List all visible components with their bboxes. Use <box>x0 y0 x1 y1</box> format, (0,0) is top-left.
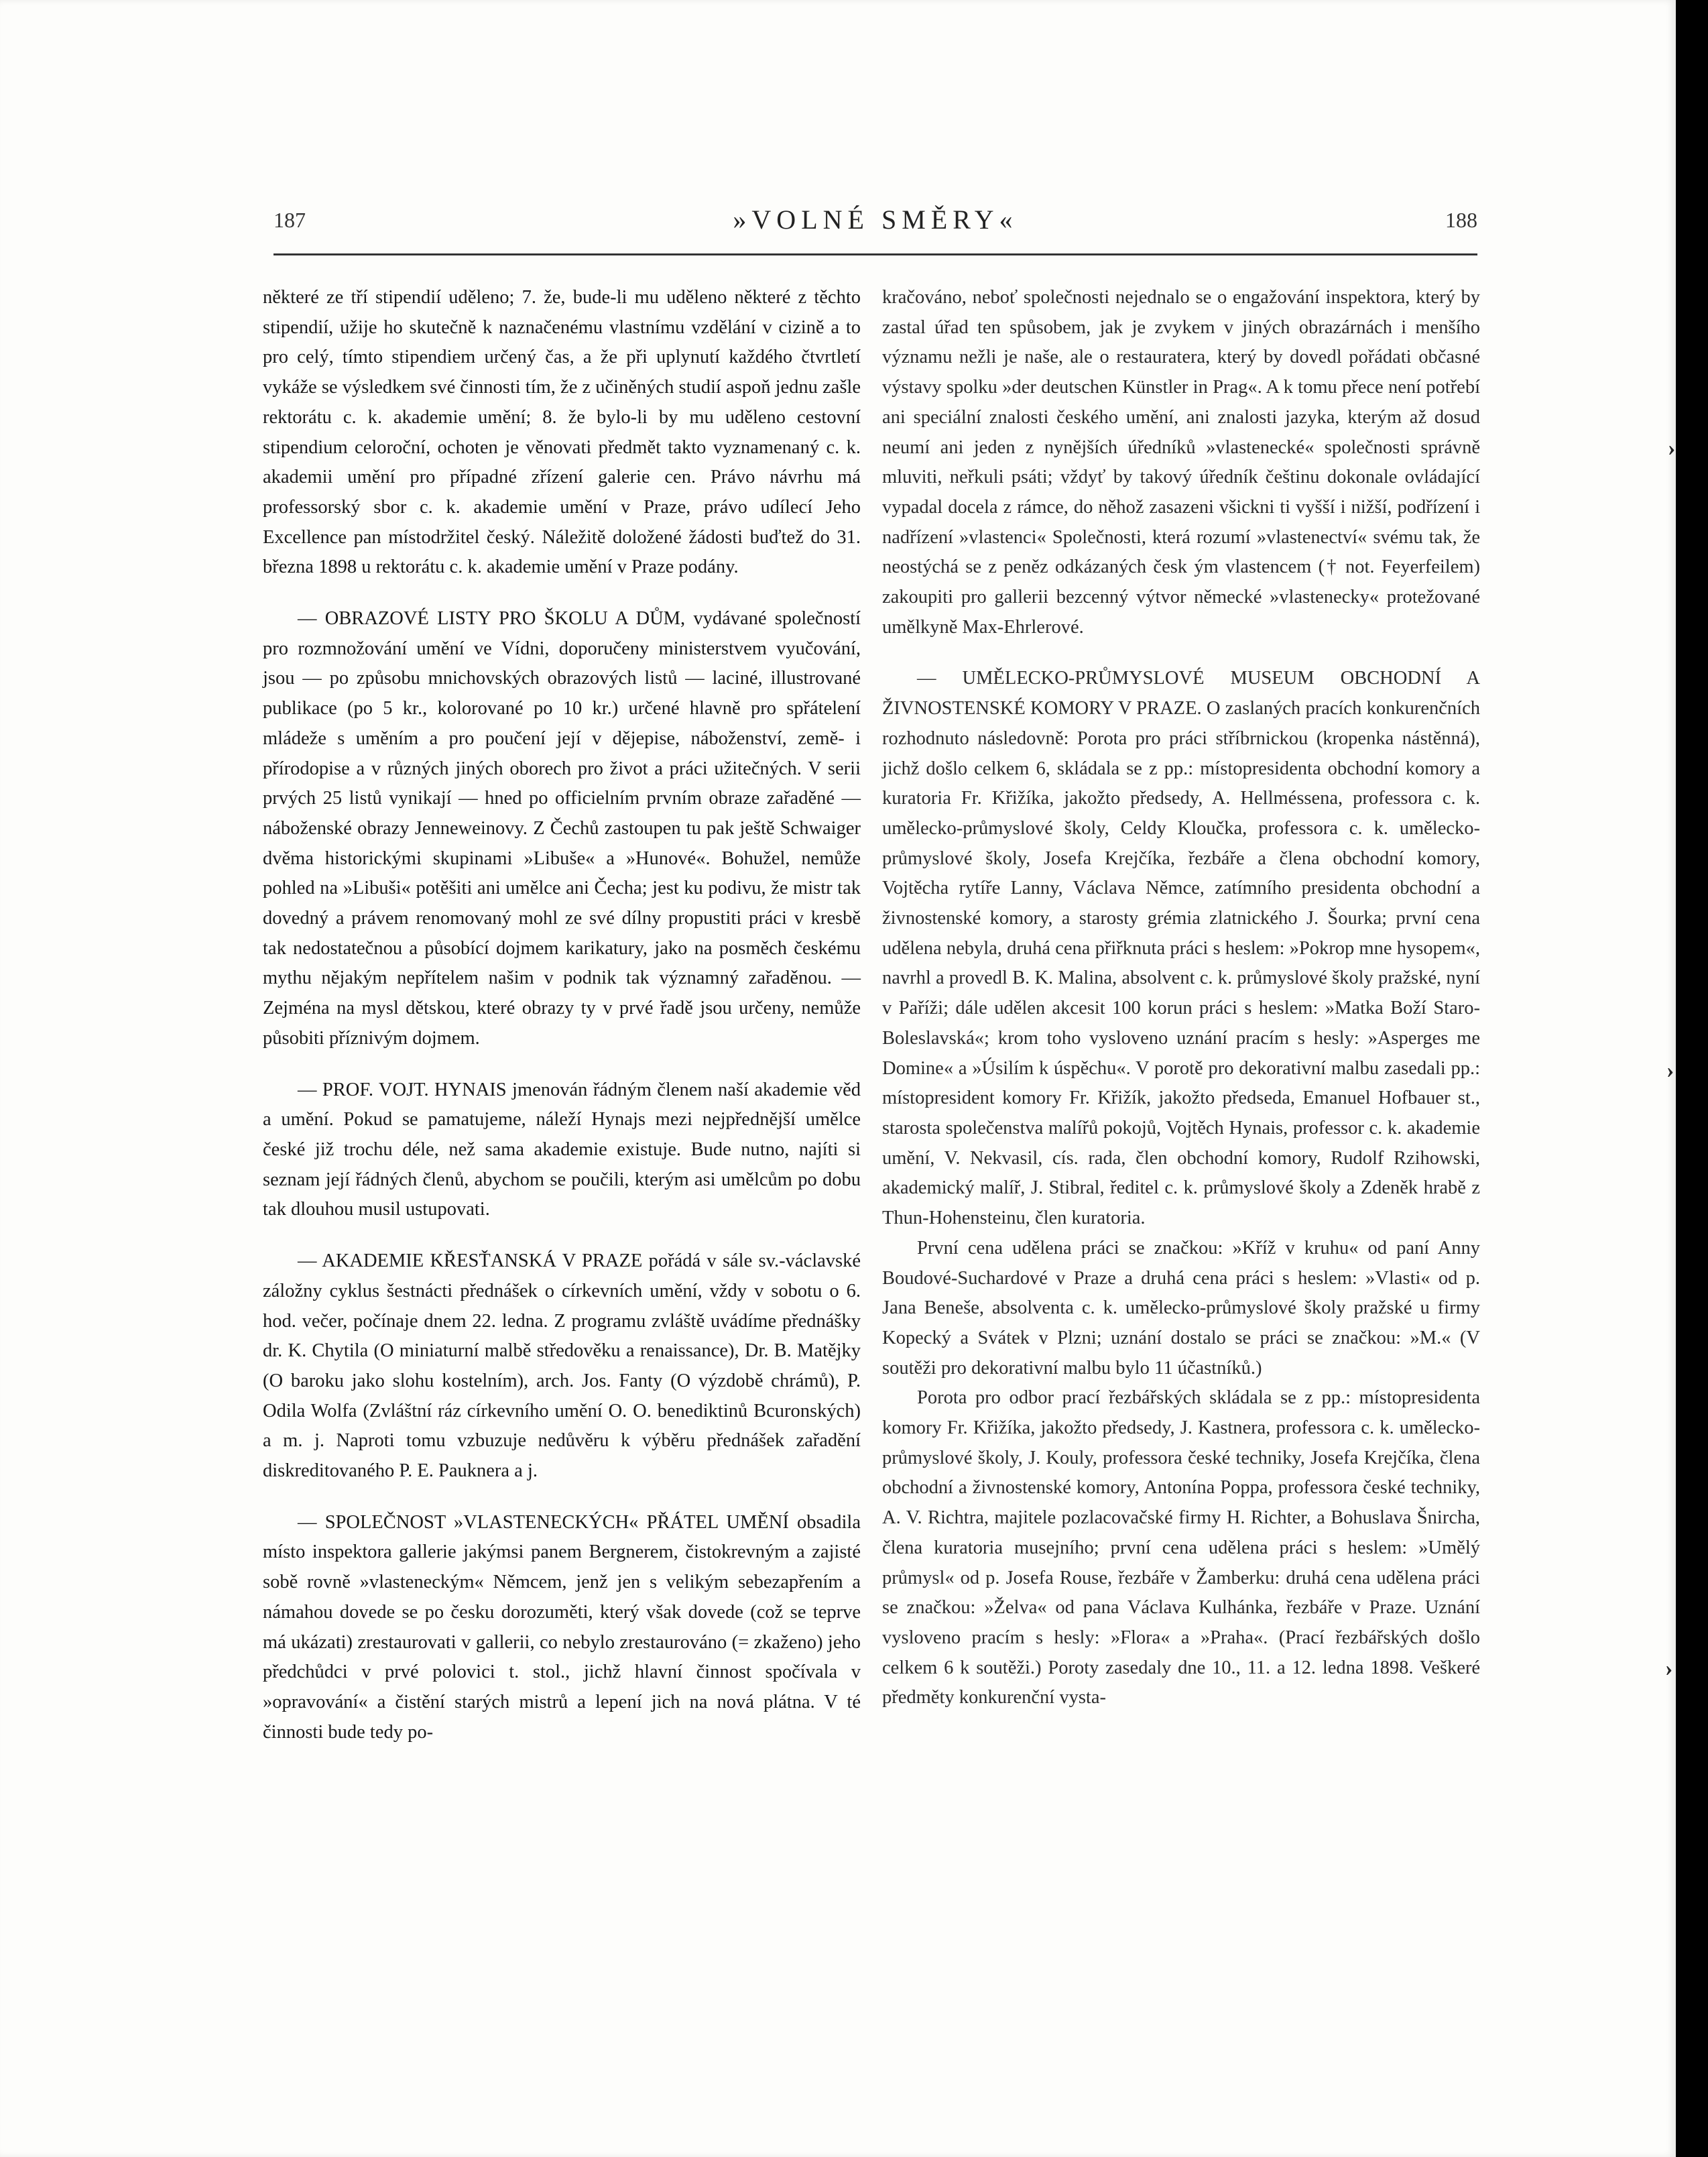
margin-mark: › <box>1665 1656 1673 1681</box>
paragraph-stipendia: některé ze tří stipendií uděleno; 7. že, bude-li mu uděleno některé z těchto stipendií, užije ho skutečně k naznačenému vlastnímu vzdělání v cizině a to pro celý, tímto stipendiem určený čas, a že při uplynutí každého čtvrtletí vykáže se výsledkem své činnosti tím, že z učiněných studií aspoň jednu zašle rektorátu c. k. akademie umění; 8. že bylo-li by mu uděleno cestovní stipendium celoroční, ochoten je věnovati předmět takto vyznamenaný c. k. akademii umění pro případné zřízení galerie cen. Právo návrhu má professorský sbor c. k. akademie umění v Praze, právo udílecí Jeho Excellence pan místodržitel český. Náležitě doložené žádosti buďtež do 31. března 1898 u rektorátu c. k. akademie umění v Praze podány. <box>263 287 861 578</box>
paragraph-hynais: — PROF. VOJT. HYNAIS jmenován řádným členem naší akademie věd a umění. Pokud se pamatujeme, náleží Hynajs mezi nejpřednější umělce české již trochu déle, než sama akademie existuje. Bude nutno, najíti si seznam její řádných členů, abychom se poučili, kterým asi umělcům po dobu tak dlouhou musil ustupovati. <box>263 1079 861 1220</box>
paragraph-akademie-krestanska: — AKADEMIE KŘESŤANSKÁ V PRAZE pořádá v sále sv.-václavské záložny cyklus šestnácti přednášek o církevních umění, vždy v sobotu o 6. hod. večer, počínaje dnem 22. ledna. Z programu zvláště uvádíme přednášky dr. K. Chytila (O miniaturní malbě středověku a renaissance), Dr. B. Matějky (O baroku jako slohu kostelním), arch. Jos. Fanty (O výzdobě chrámů), P. Odila Wolfa (Zvláštní ráz církevního umění O. O. benediktinů Bcuronských) a m. j. Naproti tomu vzbuzuje nedůvěru k výběru přednášek zařadění diskreditovaného P. E. Pauknera a j. <box>263 1250 861 1482</box>
paragraph-prvni-cena: První cena udělena práci se značkou: »Kříž v kruhu« od paní Anny Boudové-Suchardové v Praze a druhá cena práci s heslem: »Vlasti« od p. Jana Beneše, absolventa c. k. umělecko-průmyslové školy pražské u firmy Kopecký a Svátek v Plzni; uznání dostalo se práci se značkou: »M.« (V soutěži pro dekorativní malbu bylo 11 účastníků.) <box>882 1237 1480 1379</box>
paragraph-obrazove-listy: — OBRAZOVÉ LISTY PRO ŠKOLU A DŮM, vydávané společností pro rozmnožování umění ve Vídni, doporučeny ministerstvem vyučování, jsou — po způsobu mnichovských obrazových listů — laciné, illustrované publikace (po 5 kr., kolorované po 10 kr.) určené hlavně pro spřátelení mládeže s uměním a pro poučení její v dějepise, náboženství, země- i přírodopise a v různých jiných oborech pro život a práci užitečných. V serii prvých 25 listů vynikají — hned po officielním prvním obraze zařaděné — náboženské obrazy Jenneweinovy. Z Čechů zastoupen tu pak ještě Schwaiger dvěma historickými skupinami »Libuše« a »Hunové«. Bohužel, nemůže pohled na »Libuši« potěšiti ani umělce ani Čecha; jest ku podivu, že mistr tak dovedný a právem renomovaný mohl ze své dílny propustiti práci v kresbě tak nedostatečnou a působící dojmem karikatury, jako na posměch českému mythu nějakým nepřítelem našim v podnik tak významný zařaděnou. — Zejména na mysl dětskou, které obrazy ty v prvé řadě jsou určeny, nemůže působiti příznivým dojmem. <box>263 608 861 1049</box>
page-header <box>273 194 1477 255</box>
page-number-right: 188 <box>1445 208 1477 232</box>
left-column <box>263 283 861 1747</box>
margin-mark: › <box>1668 436 1676 461</box>
header-rule <box>273 253 1477 255</box>
paragraph-umelecko-prumyslove-museum: — UMĚLECKO-PRŮMYSLOVÉ MUSEUM OBCHODNÍ A ŽIVNOSTENSKÉ KOMORY V PRAZE. O zaslaných pracích konkurenčních rozhodnuto následovně: Porota pro práci stříbrnickou (kropenka nástěnná), jichž došlo celkem 6, skládala se z pp.: místopresidenta obchodní komory a kuratoria Fr. Křižíka, jakožto předsedy, A. Hellméssena, professora c. k. umělecko-průmyslové školy, Celdy Kloučka, professora c. k. umělecko-průmyslové školy, Josefa Krejčíka, řezbáře a člena obchodní komory, Vojtěcha rytíře Lanny, Václava Němce, zatímního presidenta obchodní a živnostenské komory, a starosty grémia zlatnického J. Šourka; první cena udělena nebyla, druhá cena přiřknuta práci s heslem: »Pokrop mne hysopem«, navrhl a provedl B. K. Malina, absolvent c. k. průmyslové školy pražské, nyní v Paříži; dále udělen akcesit 100 korun práci s heslem: »Matka Boží Staro-Boleslavská«; krom toho vysloveno uznání pracím s hesly: »Asperges me Domine« a »Úsilím k úspěchu«. V porotě pro dekorativní malbu zasedali pp.: místopresident komory Fr. Křižík, jakožto předseda, Emanuel Hofbauer st., starosta společenstva malířů pokojů, Vojtěch Hynais, professor c. k. akademie umění, V. Nekvasil, cís. rada, člen obchodní komory, Rudolf Rzihowski, akademický malíř, J. Stibral, ředitel c. k. průmyslové školy a Zdeněk hrabě z Thun-Hohensteinu, člen kuratoria. <box>882 668 1480 1229</box>
margin-mark: › <box>1666 1058 1674 1083</box>
paragraph-porota-rezbarska: Porota pro odbor prací řezbářských skládala se z pp.: místopresidenta komory Fr. Křižíka, jakožto předsedy, J. Kastnera, professora c. k. umělecko-průmyslové školy, J. Kouly, professora české techniky, Josefa Krejčíka, člena obchodní a živnostenské komory, Antonína Poppa, professora české techniky, A. V. Richtra, majitele pozlacovačské firmy H. Richter, a Bohuslava Šnircha, člena kuratoria musejního; první cena udělena práci s heslem: »Umělý průmysl« od p. Josefa Rouse, řezbáře v Žamberku: druhá cena udělena práci se značkou: »Želva« od pana Václava Kulhánka, řezbáře v Praze. Uznání vysloveno pracím s hesly: »Flora« a »Praha«. (Prací řezbářských došlo celkem 6 k soutěži.) Poroty zasedaly dne 10., 11. a 12. ledna 1898. Veškeré předměty konkurenční vysta- <box>882 1387 1480 1708</box>
page-number-left: 187 <box>273 208 306 232</box>
paragraph-spolecnost-pratel-umeni: — SPOLEČNOST »VLASTENECKÝCH« PŘÁTEL UMĚNÍ obsadila místo inspektora gallerie jakýmsi panem Bergnerem, čistokrevným a zajisté sobě rovně »vlasteneckým« Němcem, jenž jen s velikým sebezapřením a námahou dovede se po česku dorozuměti, který však dovede (což se teprve má ukázati) zrestaurovati v gallerii, co nebylo zrestaurováno (= zkaženo) jeho předchůdci v prvé polovici t. stol., jichž hlavní činnost spočívala v »opravování« a čistění starých mistrů a lepení jich na nová plátna. V té činnosti bude tedy po- <box>263 1511 861 1743</box>
right-column <box>882 283 1480 1713</box>
paragraph-continuation: kračováno, neboť společnosti nejednalo se o engažování inspektora, který by zastal úřad ten spůsobem, jak je zvykem v jiných obrazárnách i menšího významu nežli je naše, ale o restauratera, který by dovedl pořádati občasné výstavy spolku »der deutschen Künstler in Prag«. A k tomu přece není potřebí ani speciální znalosti českého umění, ani znalosti jazyka, kterým až dosud neumí ani jeden z nynějších úředníků »vlastenecké« společnosti správně mluviti, neřkuli psáti; vždyť by takový úředník češtinu dokonale ovládající vypadal docela z rámce, do něhož zasazeni všickni ti vyšší i nižší, podřízení i nadřízení »vlastenci« Společnosti, která rozumí »vlastenectví« svému tak, že neostýchá se z peněz odkázaných česk ým vlastencem († not. Feyerfeilem) zakoupiti pro gallerii bezcenný výtvor německé »vlastenecky« protežované umělkyně Max-Ehrlerové. <box>882 287 1480 638</box>
running-title: »VOLNÉ SMĚRY« <box>733 205 1018 235</box>
